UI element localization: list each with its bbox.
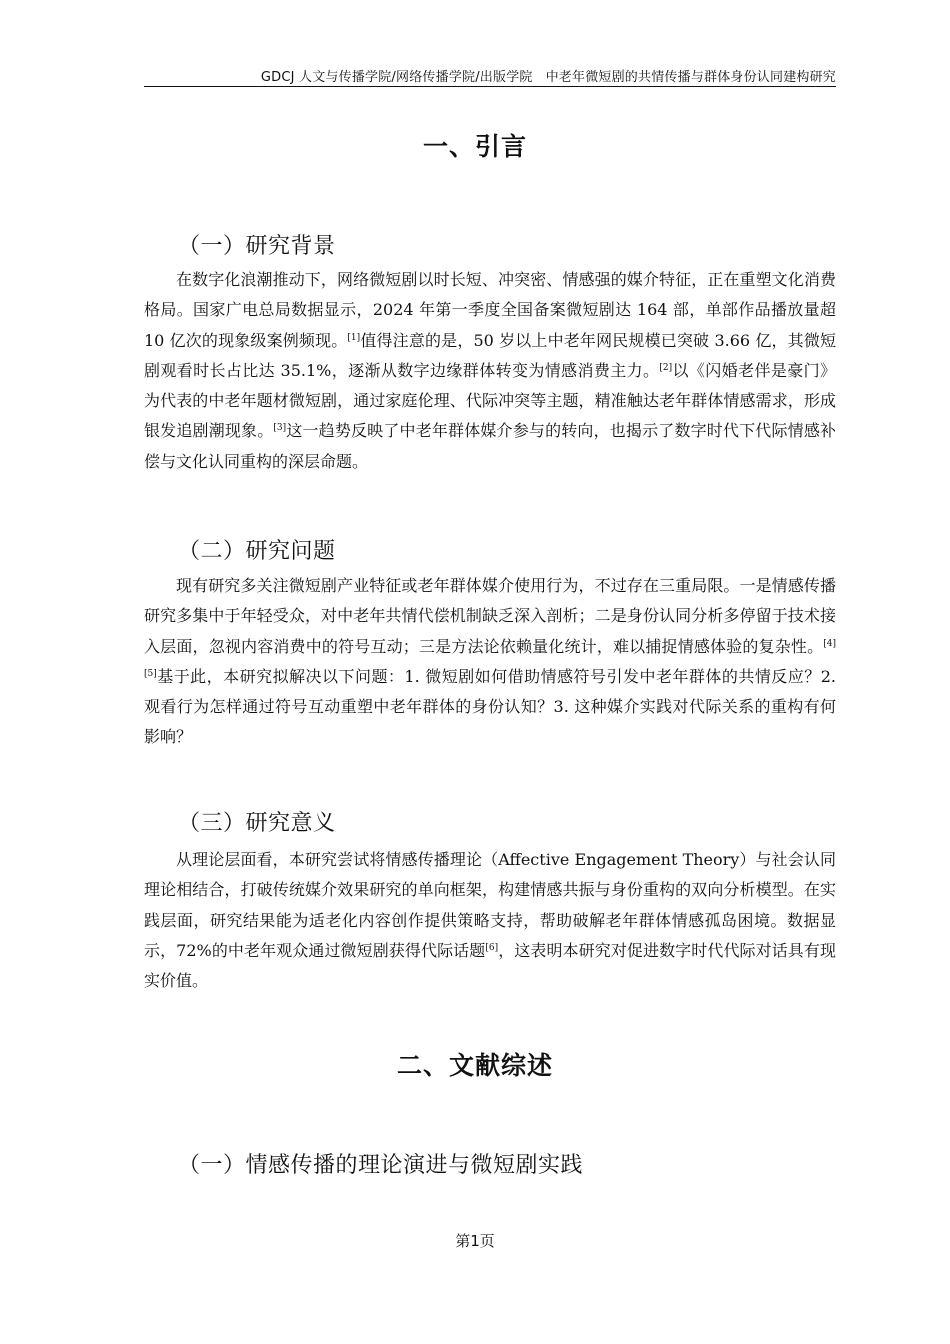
text-run: 以《闪婚老伴是豪门》为代表的中老年题材微短剧，通过家庭伦理、代际冲突等主题，精准触达老年群体情感需求，形成银发追剧潮现象。 bbox=[144, 360, 836, 441]
header-paper-title: 中老年微短剧的共情传播与群体身份认同建构研究 bbox=[545, 70, 836, 85]
text-run: 基于此，本研究拟解决以下问题：1. 微短剧如何借助情感符号引发中老年群体的共情反应？2. 观看行为怎样通过符号互动重塑中老年群体的身份认知？3. 这种媒介实践对代际关系的重构有何影响？ bbox=[144, 666, 836, 747]
citation: [2] bbox=[659, 362, 673, 373]
section-significance-paragraph bbox=[144, 845, 836, 996]
text-run: 在数字化浪潮推动下，网络微短剧以时长短、冲突密、情感强的媒介特征，正在重塑文化消费格局。国家广电总局数据显示，2024 年第一季度全国备案微短剧达 164 部，单部作品播放量超 10 亿次的现象级案例频现。 bbox=[144, 270, 836, 350]
chapter-1-heading: 一、引言 bbox=[422, 132, 527, 161]
text-run: 现有研究多关注微短剧产业特征或老年群体媒介使用行为，不过存在三重局限。一是情感传播研究多集中于年轻受众，对中老年共情代偿机制缺乏深入剖析；二是身份认同分析多停留于技术接入层面，忽视内容消费中的符号互动；三是方法论依赖量化统计，难以捕捉情感体验的复杂性。 bbox=[144, 576, 836, 656]
section-questions-paragraph bbox=[144, 571, 836, 753]
text-run: ，这表明本研究对促进数字时代代际对话具有现实价值。 bbox=[144, 940, 836, 991]
citation: [1] bbox=[347, 332, 361, 343]
citation: [3] bbox=[273, 423, 287, 434]
page-number: 第1页 bbox=[455, 1232, 495, 1250]
text-run: 这一趋势反映了中老年群体媒介参与的转向，也揭示了数字时代下代际情感补偿与文化认同重构的深层命题。 bbox=[144, 421, 836, 471]
text-run: 从理论层面看，本研究尝试将情感传播理论（Affective Engagement Theory）与社会认同理论相结合，打破传统媒介效果研究的单向框架，构建情感共振与身份重构的双向分析模型。在实践层面，研究结果能为适老化内容创作提供策略支持，帮助破解老年群体情感孤岛困境。数据显示，72%的中老年观众通过微短剧获得代际话题 bbox=[144, 850, 836, 960]
section-questions-heading: （二）研究问题 bbox=[178, 539, 336, 564]
section-affective-theory-heading: （一）情感传播的理论演进与微短剧实践 bbox=[178, 1153, 584, 1178]
section-background-paragraph bbox=[144, 265, 836, 477]
text-run: 值得注意的是，50 岁以上中老年网民规模已突破 3.66 亿，其微短剧观看时长占比达 35.1%，逐渐从数字边缘群体转变为情感消费主力。 bbox=[144, 330, 836, 380]
citation: [6] bbox=[485, 942, 499, 953]
header-rule bbox=[144, 86, 836, 87]
running-header bbox=[144, 66, 836, 85]
header-school: GDCJ 人文与传播学院/网络传播学院/出版学院 bbox=[260, 70, 533, 85]
section-significance-heading: （三）研究意义 bbox=[178, 811, 336, 836]
citation: [4][5] bbox=[144, 638, 836, 679]
section-background-heading: （一）研究背景 bbox=[178, 234, 336, 259]
chapter-2-heading: 二、文献综述 bbox=[396, 1051, 553, 1080]
